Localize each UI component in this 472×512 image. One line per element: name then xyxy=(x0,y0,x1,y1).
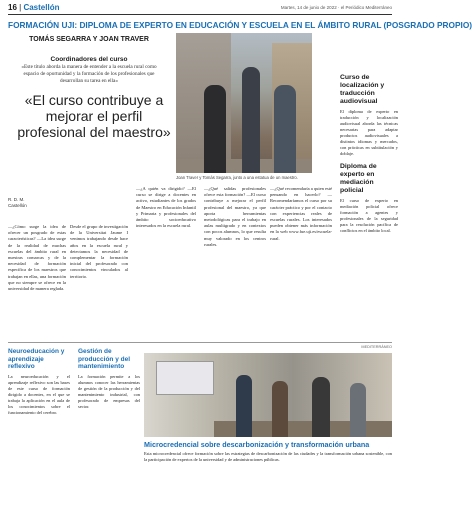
byline xyxy=(8,197,48,209)
body-column-1 xyxy=(8,224,66,292)
bottom-text-wide: Esta microcredencial ofrece formación sobre las estrategias de descarbonización de las ciudades y la transformación urbana sostenible, con la participación de expertos de la universidad y de administraciones públicas. xyxy=(144,451,392,462)
bottom-article-2 xyxy=(78,348,140,410)
header-right xyxy=(281,5,392,10)
article-authors: TOMÁS SEGARRA Y JOAN TRAVER xyxy=(29,36,149,43)
coordinators-heading: Coordinadores del curso xyxy=(50,56,128,63)
body-column-4 xyxy=(204,186,266,248)
header-separator: | xyxy=(19,3,24,12)
article-photo xyxy=(176,33,312,173)
photo-figure xyxy=(272,381,288,437)
body-text: Desde el grupo de investigación de la Universitat Jaume I venimos trabajando desde hace años en la escuela rural y detectamos la necesidad de complementar la formación inicial del profesorado con conocimientos vinculados al territorio. xyxy=(70,224,128,279)
section-name: Castellón xyxy=(23,3,60,12)
coordinators-text: «Este título aborda la manera de entender a la escuela rural como espacio de oportunidad y la formación de los profesionales que desarrollan su tarea en ella» xyxy=(21,64,157,84)
photo-figure xyxy=(350,383,366,437)
page-header xyxy=(8,3,392,15)
pull-quote: «El curso contribuye a mejorar el perfil profesional del maestro» xyxy=(17,92,171,140)
bottom-heading-wide: Microcredencial sobre descarbonización y transformación urbana xyxy=(144,440,370,449)
sidebar-heading: Diploma de experto en mediación policial xyxy=(340,163,377,194)
photo-caption: Joan Traver y Tomás Segarra, junto a una estatua de un maestro. xyxy=(176,175,298,180)
publication-name: el Periódico Mediterráneo xyxy=(340,5,392,10)
classroom-photo xyxy=(144,353,392,437)
sidebar xyxy=(340,74,398,240)
bottom-heading: Gestión de producción y del mantenimiento xyxy=(78,348,131,370)
bottom-heading: Neuroeducación y aprendizaje reflexivo xyxy=(8,348,65,370)
byline-author: R. D. M. xyxy=(8,197,25,202)
body-column-3 xyxy=(136,186,196,229)
page-number: 16 xyxy=(8,3,17,12)
bottom-article-1 xyxy=(8,348,70,416)
photo-screen xyxy=(156,361,214,395)
photo-figure xyxy=(312,377,330,437)
article-kicker: FORMACIÓN UJI: DIPLOMA DE EXPERTO EN EDUCACIÓN Y ESCUELA EN EL ÁMBITO RURAL (POSGRADO PROPIO) xyxy=(8,20,472,30)
body-column-5 xyxy=(270,186,332,242)
body-text: —¿Cómo surge la idea de ofrecer un posgrado de estas características? —La idea surge de la realidad de muchas escuelas del ámbito rural en nuestras comarcas y de la necesidad de formación específica de los maestros que trabajan en ellas, una formación que no siempre se ofrece en la universidad de manera reglada. xyxy=(8,224,66,292)
date-line: Martes, 14 de junio de 2022 xyxy=(280,5,337,10)
photo-statue xyxy=(242,67,260,173)
sidebar-heading: Curso de localización y traducción audiovisual xyxy=(340,74,385,105)
body-text: —¿Qué recomendaría a quien esté pensando en hacerlo? —Recomendaríamos el curso por su carácter práctico y por el contacto con experiencias reales de escuelas rurales. Los interesados pueden obtener más información en la web www.fue.uji.es/escuela-rural. xyxy=(270,186,332,241)
body-text: —¿Qué salidas profesionales ofrece esta formación? —El curso contribuye a mejorar el perfil profesional del maestro, ya que aporta herramientas metodológicas para el trabajo en aulas multigrado y en contextos con pocos alumnos, lo que resulta muy valorado en los centros rurales. xyxy=(204,186,266,247)
photo-person-left xyxy=(204,85,226,173)
photo-figure xyxy=(236,375,252,437)
byline-place: Castellón xyxy=(8,203,27,208)
sidebar-text: El diploma de experto en traducción y localización audiovisual aborda las técnicas necesarias para adaptar productos audiovisuales a distintos idiomas y mercados, con prácticas en subtitulación y doblaje. xyxy=(340,109,398,156)
header-left xyxy=(8,3,59,12)
body-text: —¿A quién va dirigido? —El curso se dirige a docentes en activo, estudiantes de los grados de Maestro en Educación Infantil y Primaria y profesionales del ámbito socioeducativo interesados en la escuela rural. xyxy=(136,186,196,229)
section-divider xyxy=(8,342,392,343)
body-column-2 xyxy=(70,224,128,280)
header-dot: · xyxy=(337,5,341,10)
bottom-text: La neuroeducación y el aprendizaje reflexivo son las bases de este curso de formación dirigido a docentes, en el que se trabaja la aplicación en el aula de los conocimientos sobre el funcionamiento del cerebro. xyxy=(8,373,70,415)
sidebar-text: El curso de experto en mediación policial ofrece formación a agentes y profesionales de la seguridad para la resolución pacífica de conflictos en el ámbito local. xyxy=(340,198,398,233)
photo-credit: MEDITERRÁNEO xyxy=(361,345,392,349)
photo-person-right xyxy=(274,85,296,173)
bottom-text: La formación permite a los alumnos conocer las herramientas de gestión de la producción y del mantenimiento industrial, con profesorado de empresas del sector. xyxy=(78,373,140,409)
